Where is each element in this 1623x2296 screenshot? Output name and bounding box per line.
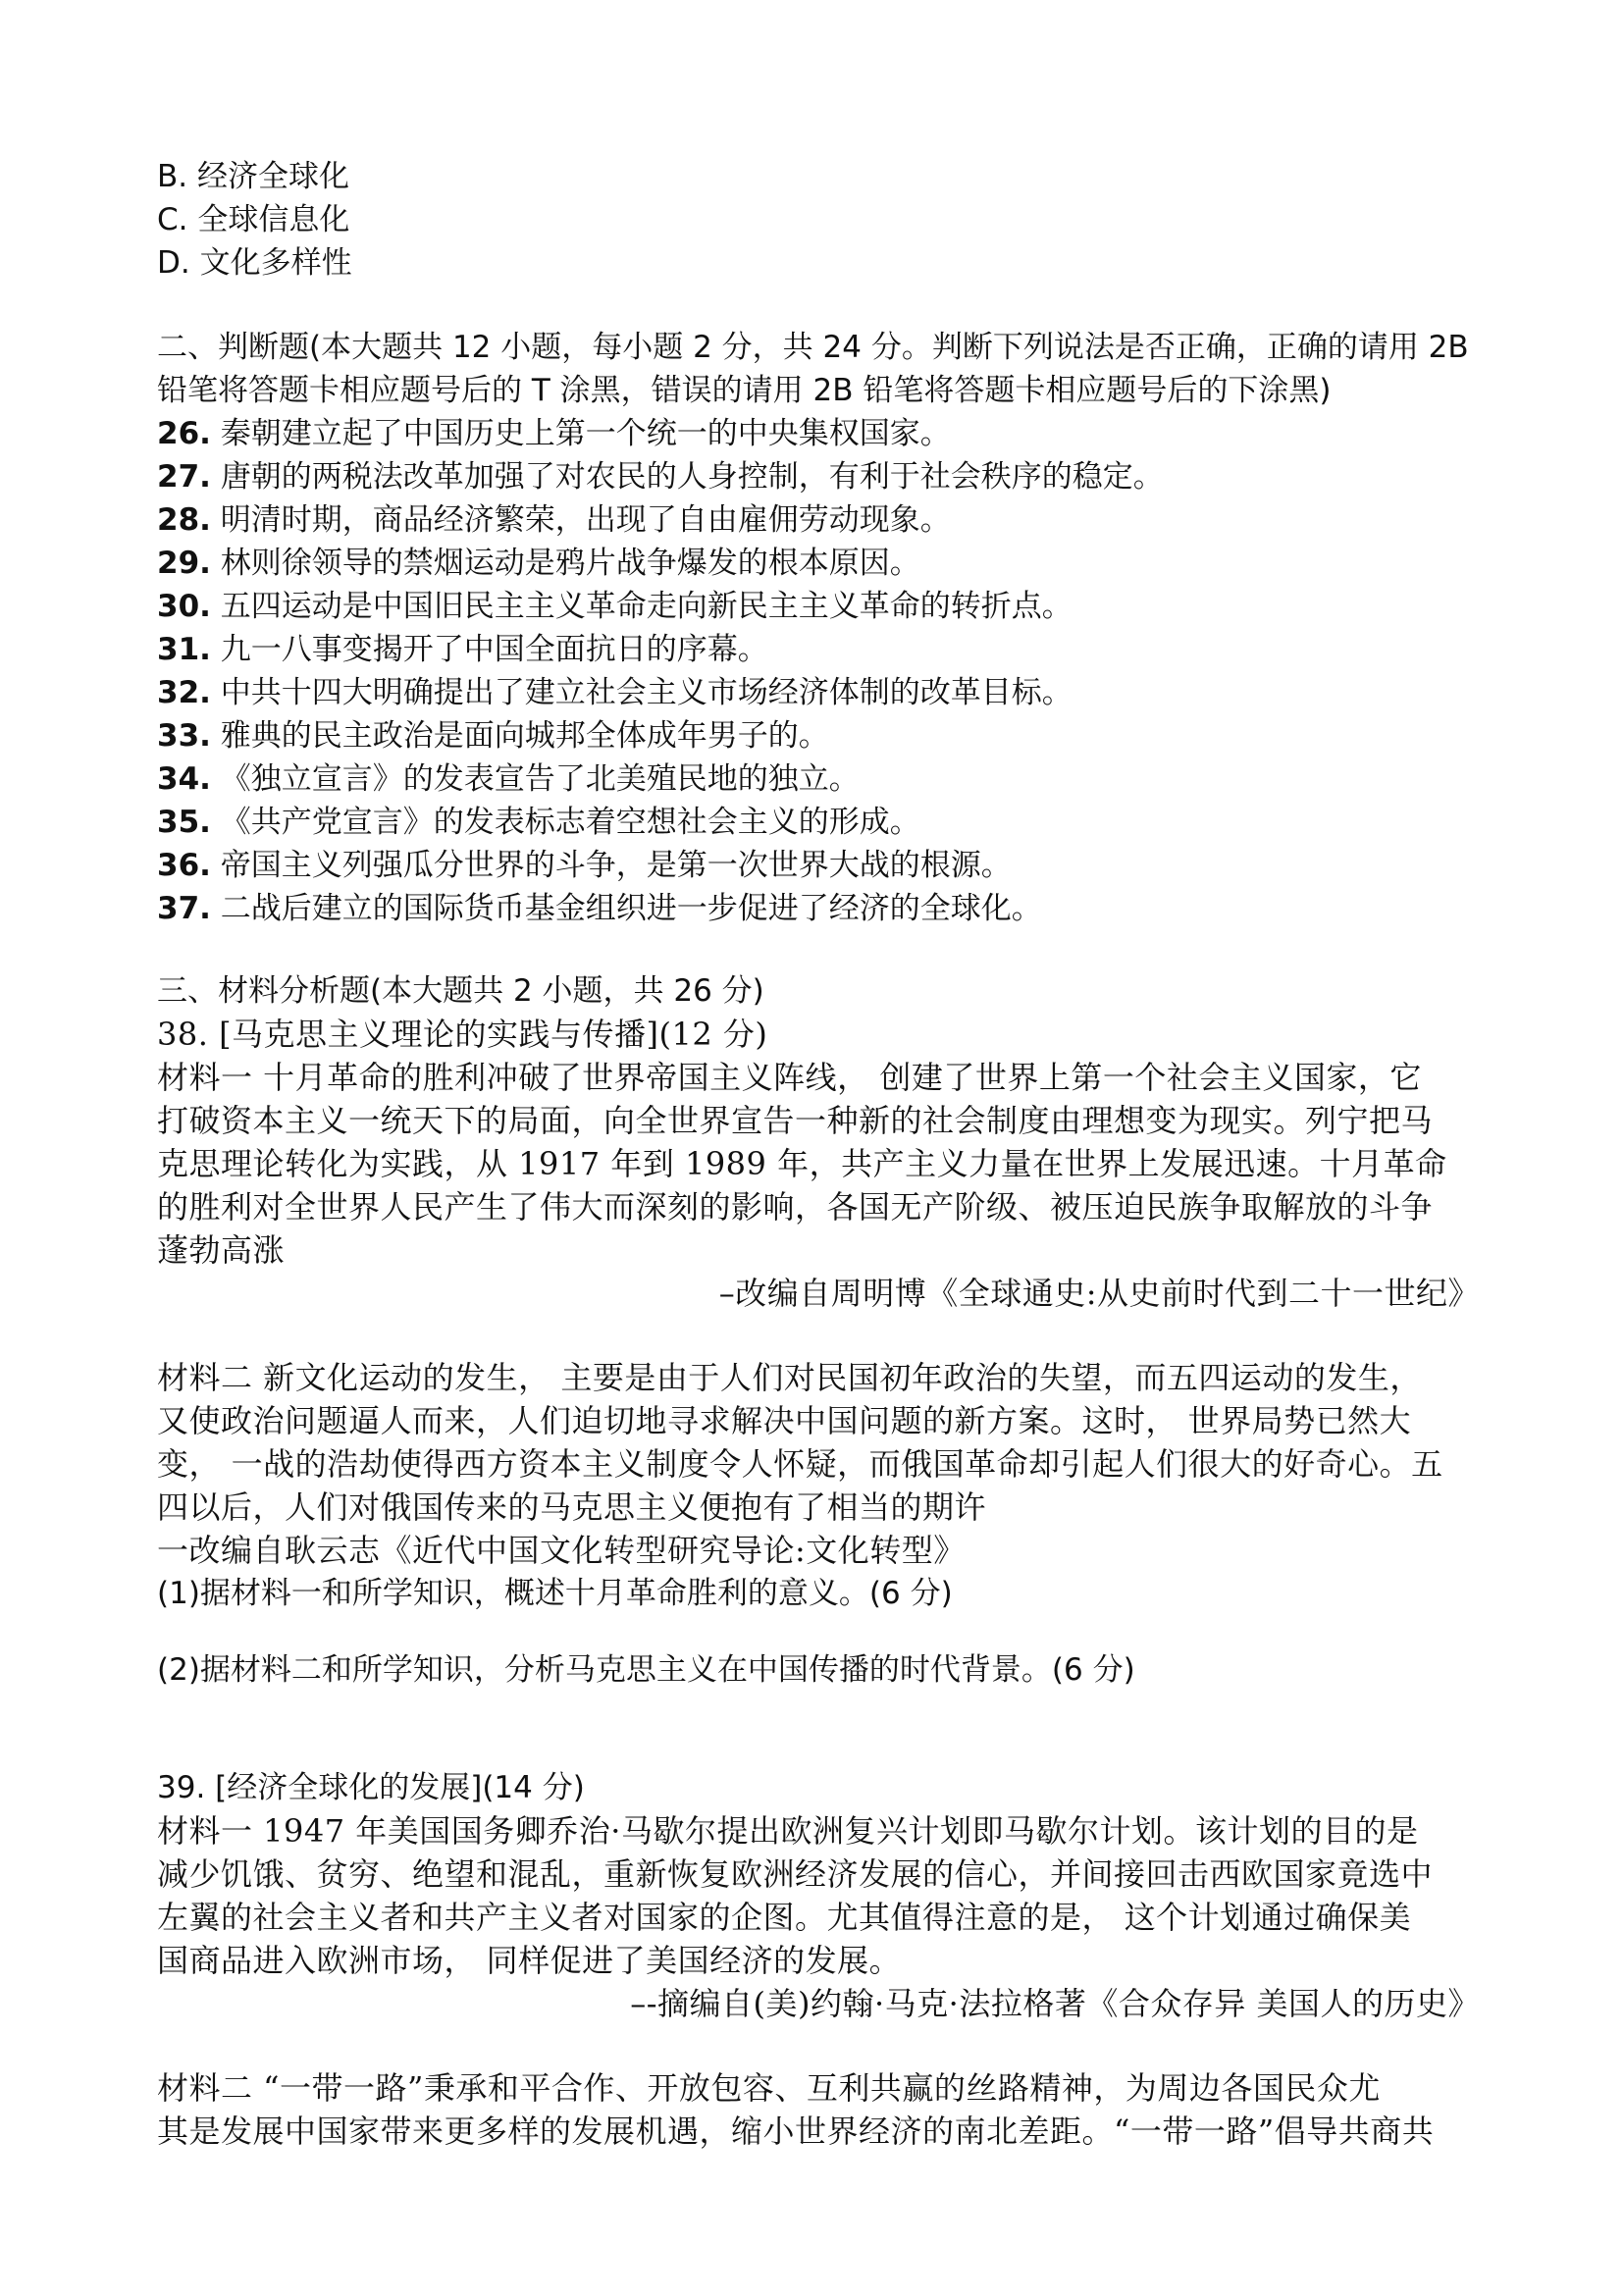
item-number: 31. — [157, 632, 211, 667]
tf-item-37 — [157, 887, 1042, 930]
q38-material1-line: 材料一 十月革命的胜利冲破了世界帝国主义阵线， 创建了世界上第一个社会主义国家，它 — [157, 1059, 1422, 1096]
item-number: 35. — [157, 805, 211, 840]
tf-item-35 — [157, 801, 920, 844]
item-number: 33. — [157, 718, 211, 754]
option-b — [157, 155, 349, 198]
tf-item-31 — [157, 628, 768, 671]
q38-material2-line: 四以后，人们对俄国传来的马克思主义便抱有了相当的期许 — [157, 1488, 987, 1526]
option-text: 全球信息化 — [197, 202, 350, 237]
option-letter: C. — [157, 202, 188, 237]
item-number: 28. — [157, 502, 211, 538]
tf-item-27 — [157, 455, 1164, 498]
item-number: 29. — [157, 546, 211, 581]
option-c — [157, 198, 349, 241]
item-number: 34. — [157, 761, 211, 797]
item-text: 《独立宣言》的发表宣告了北美殖民地的独立。 — [220, 761, 860, 797]
option-letter: D. — [157, 245, 190, 281]
tf-item-34 — [157, 757, 860, 801]
item-text: 帝国主义列强瓜分世界的斗争，是第一次世界大战的根源。 — [220, 848, 1012, 883]
question-39-title: 39. [经济全球化的发展](14 分) — [157, 1770, 585, 1805]
item-number: 27. — [157, 459, 211, 495]
q38-material2-source: 一改编自耿云志《近代中国文化转型研究导论:文化转型》 — [157, 1532, 966, 1569]
tf-item-36 — [157, 844, 1012, 887]
q38-subquestion-1: (1)据材料一和所学知识，概述十月革命胜利的意义。(6 分) — [157, 1576, 953, 1611]
item-text: 雅典的民主政治是面向城邦全体成年男子的。 — [220, 718, 829, 754]
tf-item-30 — [157, 585, 1073, 628]
q38-material2-line: 变， 一战的浩劫使得西方资本主义制度令人怀疑，而俄国革命却引起人们很大的好奇心。五 — [157, 1445, 1443, 1483]
q39-material1-line: 减少饥饿、贫穷、绝望和混乱，重新恢复欧洲经济发展的信心，并间接回击西欧国家竟选中 — [157, 1855, 1434, 1893]
item-text: 林则徐领导的禁烟运动是鸦片战争爆发的根本原因。 — [220, 546, 920, 581]
q38-material1-line: 打破资本主义一统天下的局面，向全世界宣告一种新的社会制度由理想变为现实。列宁把马 — [157, 1102, 1434, 1139]
q39-material2-line: 材料二 “一带一路”秉承和平合作、开放包容、互利共赢的丝路精神，为周边各国民众尤 — [157, 2069, 1381, 2107]
q38-subquestion-2: (2)据材料二和所学知识，分析马克思主义在中国传播的时代背景。(6 分) — [157, 1652, 1135, 1688]
item-text: 中共十四大明确提出了建立社会主义市场经济体制的改革目标。 — [220, 675, 1073, 710]
item-text: 二战后建立的国际货币基金组织进一步促进了经济的全球化。 — [220, 891, 1042, 926]
tf-item-33 — [157, 714, 829, 757]
q38-material2-line: 又使政治问题逼人而来，人们迫切地寻求解决中国问题的新方案。这时， 世界局势已然大 — [157, 1402, 1412, 1439]
q39-material1-line: 国商品进入欧洲市场， 同样促进了美国经济的发展。 — [157, 1942, 902, 1979]
q39-material2-line: 其是发展中国家带来更多样的发展机遇，缩小世界经济的南北差距。“一带一路”倡导共商共 — [157, 2113, 1435, 2150]
item-number: 32. — [157, 675, 211, 710]
q38-material1-source: –改编自周明博《全球通史:从史前时代到二十一世纪》 — [718, 1275, 1480, 1312]
item-number: 26. — [157, 416, 211, 451]
option-text: 经济全球化 — [196, 159, 349, 194]
item-number: 30. — [157, 589, 211, 624]
item-text: 九一八事变揭开了中国全面抗日的序幕。 — [220, 632, 768, 667]
tf-item-28 — [157, 498, 951, 542]
q38-material1-line: 克思理论转化为实践，从 1917 年到 1989 年，共产主义力量在世界上发展迅速。十月革命 — [157, 1145, 1447, 1182]
item-text: 五四运动是中国旧民主主义革命走向新民主主义革命的转折点。 — [220, 589, 1073, 624]
q38-material2-line: 材料二 新文化运动的发生， 主要是由于人们对民国初年政治的失望，而五四运动的发生， — [157, 1359, 1422, 1396]
item-text: 秦朝建立起了中国历史上第一个统一的中央集权国家。 — [220, 416, 951, 451]
tf-item-26 — [157, 412, 951, 455]
item-number: 37. — [157, 891, 211, 926]
q39-material1-line: 左翼的社会主义者和共产主义者对国家的企图。尤其值得注意的是， 这个计划通过确保美 — [157, 1899, 1412, 1936]
section3-heading: 三、材料分析题(本大题共 2 小题，共 26 分) — [157, 973, 764, 1009]
tf-item-32 — [157, 671, 1073, 714]
option-d — [157, 241, 352, 285]
tf-item-29 — [157, 542, 920, 585]
section2-heading-line1: 二、判断题(本大题共 12 小题，每小题 2 分，共 24 分。判断下列说法是否正确，正确的请用 2B — [157, 330, 1469, 365]
q39-material1-line: 材料一 1947 年美国国务卿乔治·马歇尔提出欧洲复兴计划即马歇尔计划。该计划的目的是 — [157, 1812, 1419, 1850]
q38-material1-line: 的胜利对全世界人民产生了伟大而深刻的影响，各国无产阶级、被压迫民族争取解放的斗争 — [157, 1188, 1434, 1226]
item-text: 《共产党宣言》的发表标志着空想社会主义的形成。 — [220, 805, 920, 840]
item-text: 明清时期，商品经济繁荣，出现了自由雇佣劳动现象。 — [220, 502, 951, 538]
item-number: 36. — [157, 848, 211, 883]
item-text: 唐朝的两税法改革加强了对农民的人身控制，有利于社会秩序的稳定。 — [220, 459, 1164, 495]
section2-heading-line2: 铅笔将答题卡相应题号后的 T 涂黑，错误的请用 2B 铅笔将答题卡相应题号后的下涂黑) — [157, 373, 1332, 408]
q38-material1-line: 蓬勃高涨 — [157, 1231, 286, 1269]
question-38-title: 38. [马克思主义理论的实践与传播](12 分) — [157, 1016, 768, 1053]
q39-material1-source: –-摘编自(美)约翰·马克·法拉格著《合众存异 美国人的历史》 — [630, 1985, 1480, 2022]
option-text: 文化多样性 — [199, 245, 352, 281]
option-letter: B. — [157, 159, 188, 194]
